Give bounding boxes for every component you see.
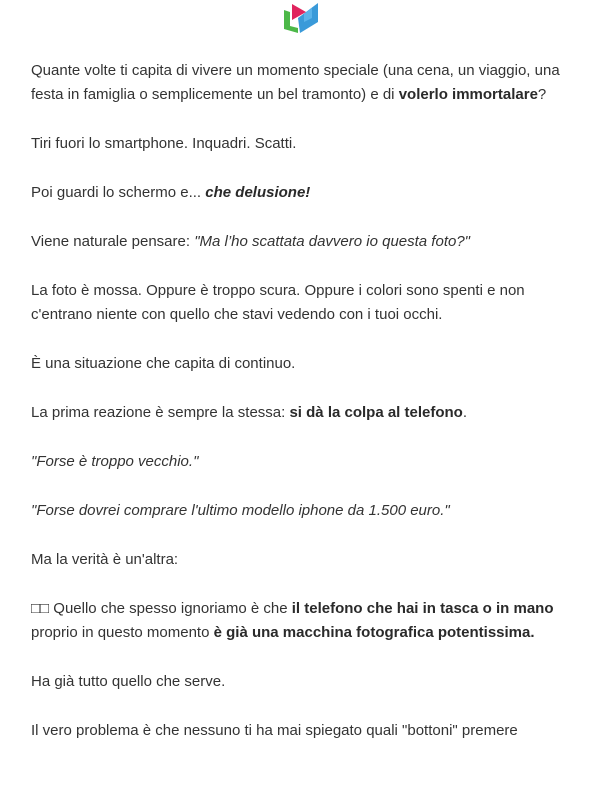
paragraph: È una situazione che capita di continuo. xyxy=(31,355,296,372)
paragraph: Ha già tutto quello che serve. xyxy=(31,673,226,690)
paragraph: Viene naturale pensare: "Ma l’ho scattata davvero io questa foto?" xyxy=(31,233,470,250)
paragraph: Il vero problema è che nessuno ti ha mai spiegato quali "bottoni" premere xyxy=(31,722,518,739)
bold-text: il telefono che hai in tasca o in mano xyxy=(291,600,554,617)
italic-quote: "Forse è troppo vecchio." xyxy=(31,453,199,470)
bold-text: si dà la colpa al telefono xyxy=(289,404,463,421)
paragraph: □□ Quello che spesso ignoriamo è che il telefono che hai in tasca o in mano proprio in questo momento è già una macchina fotografica potentissima. xyxy=(31,600,554,641)
italic-quote: "Ma l’ho scattata davvero io questa foto?" xyxy=(194,233,470,250)
emoji-placeholder-icon: □□ xyxy=(31,600,50,617)
paragraph: Poi guardi lo schermo e... che delusione! xyxy=(31,184,311,201)
paragraph-intro: Quante volte ti capita di vivere un momento speciale (una cena, un viaggio, una festa in famiglia o semplicemente un bel tramonto) e di volerlo immortalare? xyxy=(31,62,560,103)
bold-text: è già una macchina fotografica potentissima. xyxy=(213,624,535,641)
italic-quote: "Forse dovrei comprare l'ultimo modello iphone da 1.500 euro." xyxy=(31,502,450,519)
bold-text: volerlo immortalare xyxy=(398,86,538,103)
bold-italic-text: che delusione! xyxy=(205,184,311,201)
paragraph xyxy=(31,450,579,474)
paragraph xyxy=(31,499,579,523)
paragraph: La prima reazione è sempre la stessa: si dà la colpa al telefono. xyxy=(31,404,468,421)
brand-logo-icon xyxy=(278,0,322,34)
paragraph: La foto è mossa. Oppure è troppo scura. Oppure i colori sono spenti e non c'entrano niente con quello che stavi vedendo con i tuoi occhi. xyxy=(31,282,525,323)
paragraph: Tiri fuori lo smartphone. Inquadri. Scatti. xyxy=(31,135,297,152)
paragraph: Ma la verità è un'altra: xyxy=(31,551,179,568)
article-body xyxy=(31,59,579,768)
